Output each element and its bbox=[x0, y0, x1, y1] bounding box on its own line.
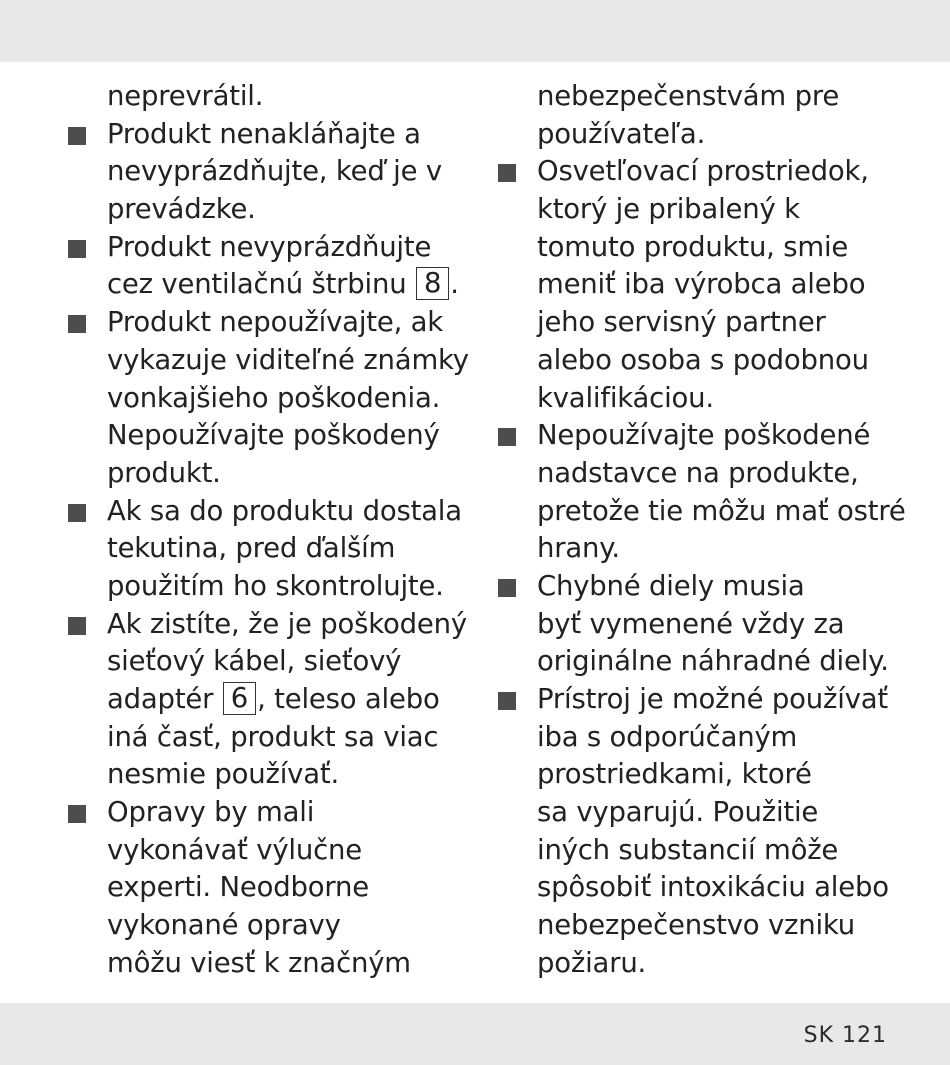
text-span: Prístroj je možné používať bbox=[537, 683, 888, 715]
text-span: hrany. bbox=[537, 532, 620, 565]
text-line bbox=[496, 643, 916, 681]
text-span: sieťový kábel, sieťový bbox=[107, 645, 402, 678]
text-line bbox=[496, 78, 916, 116]
text-line bbox=[66, 266, 466, 304]
text-span: vykonané opravy bbox=[107, 909, 341, 942]
text-line bbox=[66, 191, 466, 229]
text-span: alebo osoba s podobnou bbox=[537, 343, 869, 376]
left-text-column bbox=[66, 78, 469, 983]
text-line bbox=[496, 116, 916, 154]
text-line bbox=[66, 380, 466, 418]
text-line bbox=[66, 756, 466, 794]
text-span: iných substancií môže bbox=[537, 833, 839, 866]
text-line bbox=[496, 794, 916, 832]
text-span: pretože tie môžu mať ostré bbox=[537, 494, 906, 527]
square-bullet-icon bbox=[68, 504, 86, 522]
bullet-line bbox=[66, 304, 466, 342]
text-span: Ak zistíte, že je poškodený bbox=[107, 607, 467, 640]
bullet-line bbox=[66, 606, 466, 644]
text-span: nebezpečenstvám pre bbox=[537, 80, 840, 112]
bullet-line bbox=[496, 681, 916, 719]
text-line bbox=[496, 191, 916, 229]
text-line bbox=[496, 530, 916, 568]
text-span: produkt. bbox=[107, 456, 221, 489]
bullet-line bbox=[66, 794, 466, 832]
square-bullet-icon bbox=[498, 579, 516, 597]
text-span: použitím ho skontrolujte. bbox=[107, 569, 444, 602]
text-line bbox=[66, 945, 466, 983]
text-span: meniť iba výrobca alebo bbox=[537, 268, 866, 301]
bullet-line bbox=[66, 493, 466, 531]
text-span: vonkajšieho poškodenia. bbox=[107, 381, 441, 414]
square-bullet-icon bbox=[68, 240, 86, 258]
text-span: môžu viesť k značným bbox=[107, 946, 411, 979]
text-span: nebezpečenstvo vzniku bbox=[537, 909, 856, 942]
text-line bbox=[496, 907, 916, 945]
square-bullet-icon bbox=[68, 315, 86, 333]
text-span: sa vyparujú. Použitie bbox=[537, 796, 819, 829]
text-span: Nepoužívajte poškodené bbox=[537, 419, 871, 452]
text-span: používateľa. bbox=[537, 117, 706, 150]
text-line bbox=[496, 945, 916, 983]
text-line bbox=[66, 530, 466, 568]
text-span: Ak sa do produktu dostala bbox=[107, 494, 462, 527]
text-span: nesmie používať. bbox=[107, 758, 340, 791]
text-span: experti. Neodborne bbox=[107, 871, 369, 904]
text-span: kvalifikáciou. bbox=[537, 381, 714, 414]
text-line bbox=[496, 869, 916, 907]
text-line bbox=[496, 342, 916, 380]
text-span: nevyprázdňujte, keď je v bbox=[107, 155, 442, 188]
text-span: originálne náhradné diely. bbox=[537, 645, 889, 678]
text-line bbox=[66, 342, 469, 380]
text-span: ktorý je pribalený k bbox=[537, 193, 800, 226]
text-line bbox=[66, 719, 466, 757]
text-line bbox=[66, 455, 466, 493]
text-line bbox=[66, 78, 466, 116]
text-span: Opravy by mali bbox=[107, 796, 315, 829]
text-span: spôsobiť intoxikáciu alebo bbox=[537, 871, 889, 904]
text-line bbox=[66, 869, 466, 907]
bullet-line bbox=[496, 568, 916, 606]
text-line bbox=[66, 681, 466, 719]
text-span: prevádzke. bbox=[107, 193, 256, 226]
text-span: prostriedkami, ktoré bbox=[537, 758, 812, 791]
bullet-line bbox=[496, 417, 916, 455]
text-line bbox=[496, 229, 916, 267]
text-span: tomuto produktu, smie bbox=[537, 230, 849, 263]
text-line bbox=[66, 153, 466, 191]
bullet-line bbox=[66, 116, 466, 154]
text-span: , teleso alebo bbox=[257, 683, 440, 715]
text-span: jeho servisný partner bbox=[537, 306, 826, 339]
text-line bbox=[496, 756, 916, 794]
text-span: neprevrátil. bbox=[107, 80, 264, 112]
text-line bbox=[66, 643, 466, 681]
text-span: požiaru. bbox=[537, 946, 647, 979]
square-bullet-icon bbox=[68, 127, 86, 145]
text-span: cez ventilačnú štrbinu bbox=[107, 268, 415, 301]
bullet-line bbox=[66, 229, 466, 267]
text-span: adaptér bbox=[107, 683, 222, 715]
text-span: tekutina, pred ďalším bbox=[107, 532, 396, 565]
text-span: iba s odporúčaným bbox=[537, 720, 798, 753]
square-bullet-icon bbox=[68, 617, 86, 635]
right-text-column bbox=[496, 78, 916, 983]
text-span: . bbox=[450, 268, 459, 301]
text-line bbox=[496, 606, 916, 644]
text-line bbox=[66, 417, 466, 455]
part-reference-number: 6 bbox=[223, 682, 256, 715]
bullet-line bbox=[496, 153, 916, 191]
text-line bbox=[496, 455, 916, 493]
footer-band bbox=[0, 1003, 950, 1065]
header-band bbox=[0, 0, 950, 62]
text-span: nadstavce na produkte, bbox=[537, 456, 859, 489]
text-span: vykonávať výlučne bbox=[107, 833, 362, 866]
text-line bbox=[496, 266, 916, 304]
text-line bbox=[496, 493, 916, 531]
text-span: Produkt nepoužívajte, ak bbox=[107, 306, 444, 339]
text-span: iná časť, produkt sa viac bbox=[107, 720, 439, 753]
square-bullet-icon bbox=[498, 692, 516, 710]
text-span: Nepoužívajte poškodený bbox=[107, 419, 440, 452]
text-span: byť vymenené vždy za bbox=[537, 607, 845, 640]
text-line bbox=[66, 568, 466, 606]
text-line bbox=[496, 832, 916, 870]
text-line bbox=[496, 304, 916, 342]
square-bullet-icon bbox=[498, 164, 516, 182]
square-bullet-icon bbox=[498, 428, 516, 446]
text-span: Osvetľovací prostriedok, bbox=[537, 155, 869, 188]
text-line bbox=[66, 832, 466, 870]
text-span: vykazuje viditeľné známky bbox=[107, 343, 469, 376]
part-reference-number: 8 bbox=[416, 267, 449, 300]
text-line bbox=[496, 719, 916, 757]
text-line bbox=[66, 907, 466, 945]
page-number: SK 121 bbox=[803, 1023, 887, 1048]
text-line bbox=[496, 380, 916, 418]
text-span: Produkt nenakláňajte a bbox=[107, 117, 421, 150]
text-span: Chybné diely musia bbox=[537, 569, 805, 602]
text-span: Produkt nevyprázdňujte bbox=[107, 230, 432, 263]
square-bullet-icon bbox=[68, 805, 86, 823]
